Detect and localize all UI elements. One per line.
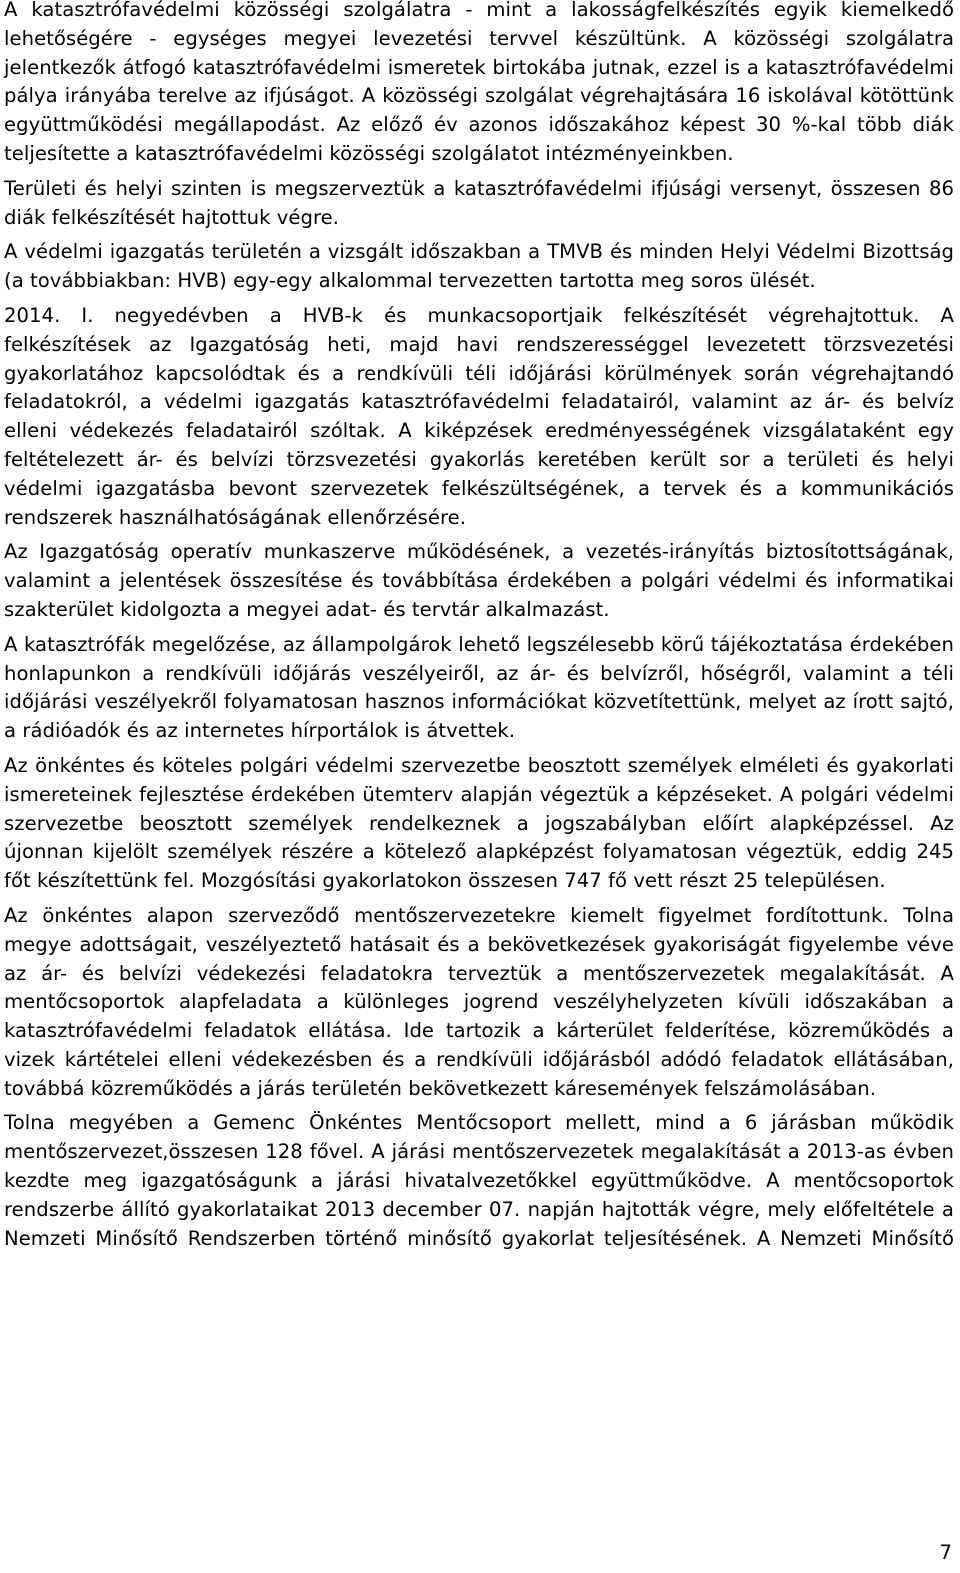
page-number: 7 (939, 1541, 952, 1564)
paragraph-hvb-training: 2014. I. negyedévben a HVB-k és munkacsoportjaik felkészítését végrehajtottuk. A felkészítések az Igazgatóság heti, majd havi rendszerességgel levezetett törzsvezetési gyakorlatához kapcsolódtak és a rendkívüli téli időjárási körülmények során végrehajtandó feladatokról, a védelmi igazgatás katasztrófavédelmi feladatairól, valamint az ár- és belvíz elleni védekezés feladatairól szóltak. A kiképzések eredményességének vizsgálataként egy feltételezett ár- és belvízi törzsvezetési gyakorlás keretében került sor a területi és helyi védelmi igazgatásba bevont szervezetek felkészültségének, a tervek és a kommunikációs rendszerek használhatóságának ellenőrzésére. (4, 303, 954, 529)
paragraph-community-service: A katasztrófavédelmi közösségi szolgálatra - mint a lakosságfelkészítés egyik kiemelkedő lehetőségére - egységes megyei levezetési tervvel készültünk. A közösségi szolgálatra jelentkezők átfogó katasztrófavédelmi ismeretek birtokába jutnak, ezzel is a katasztrófavédelmi pálya irányába terelve az ifjúságot. A közösségi szolgálat végrehajtására 16 iskolával kötöttünk együttműködési megállapodást. Az előző év azonos időszakához képest 30 %-kal több diák teljesítette a katasztrófavédelmi közösségi szolgálatot intézményeinkben. (4, 0, 954, 165)
paragraph-volunteer-rescue-organizations: Az önkéntes alapon szerveződő mentőszervezetekre kiemelt figyelmet fordítottunk. Tolna megye adottságait, veszélyeztető hatásait és a bekövetkezések gyakoriságát figyelembe véve az ár- és belvízi védekezési feladatokra terveztük a mentőszervezetek megalakítását. A mentőcsoportok alapfeladata a különleges jogrend veszélyhelyzeten kívüli időszakában a katasztrófavédelmi feladatok ellátása. Ide tartozik a kárterület felderítése, közreműködés a vizek kártételei elleni védekezésben és a rendkívüli időjárásból adódó feladatok ellátásában, továbbá közreműködés a járás területén bekövetkezett káresemények felszámolásában. (4, 903, 954, 1100)
paragraph-gemenc-rescue-team: Tolna megyében a Gemenc Önkéntes Mentőcsoport mellett, mind a 6 járásban működik mentőszervezet,összesen 128 fővel. A járási mentőszervezetek megalakítását a 2013-as évben kezdte meg igazgatóságunk a járási hivatalvezetőkkel együttműködve. A mentőcsoportok rendszerbe állító gyakorlataikat 2013 december 07. napján hajtották végre, mely előfeltétele a Nemzeti Minősítő Rendszerben történő minősítő gyakorlat teljesítésének. A Nemzeti Minősítő (4, 1111, 954, 1250)
paragraph-disaster-prevention: A katasztrófák megelőzése, az állampolgárok lehető legszélesebb körű tájékoztatása érdekében honlapunkon a rendkívüli időjárás veszélyeiről, az ár- és belvízről, hőségről, valamint a téli időjárási veszélyekről folyamatosan hasznos információkat közvetítettünk, melyet az írott sajtó, a rádióadók és az internetes hírportálok is átvettek. (4, 632, 954, 743)
paragraph-civil-protection-training: Az önkéntes és köteles polgári védelmi szervezetbe beosztott személyek elméleti és gyakorlati ismereteinek fejlesztése érdekében ütemterv alapján végeztük a képzéseket. A polgári védelmi szervezetbe beosztott személyek rendelkeznek a jogszabályban előírt alapképzéssel. Az újonnan kijelölt személyek részére a kötelező alapképzést folyamatosan végeztük, eddig 245 főt készítettünk fel. Mozgósítási gyakorlatokon összesen 747 fő vett részt 25 településen. (4, 753, 954, 893)
paragraph-defence-administration: A védelmi igazgatás területén a vizsgált időszakban a TMVB és minden Helyi Védelmi Bizottság (a továbbiakban: HVB) egy-egy alkalommal tervezetten tartotta meg soros ülését. (4, 240, 954, 293)
paragraph-operational-body: Az Igazgatóság operatív munkaszerve működésének, a vezetés-irányítás biztosítottságának, valamint a jelentések összesítése és továbbítása érdekében a polgári védelmi és informatikai szakterület kidolgozta a megyei adat- és tervtár alkalmazást. (4, 540, 954, 621)
document-page (4, 0, 954, 1259)
paragraph-youth-competition: Területi és helyi szinten is megszerveztük a katasztrófavédelmi ifjúsági versenyt, összesen 86 diák felkészítését hajtottuk végre. (4, 176, 954, 229)
